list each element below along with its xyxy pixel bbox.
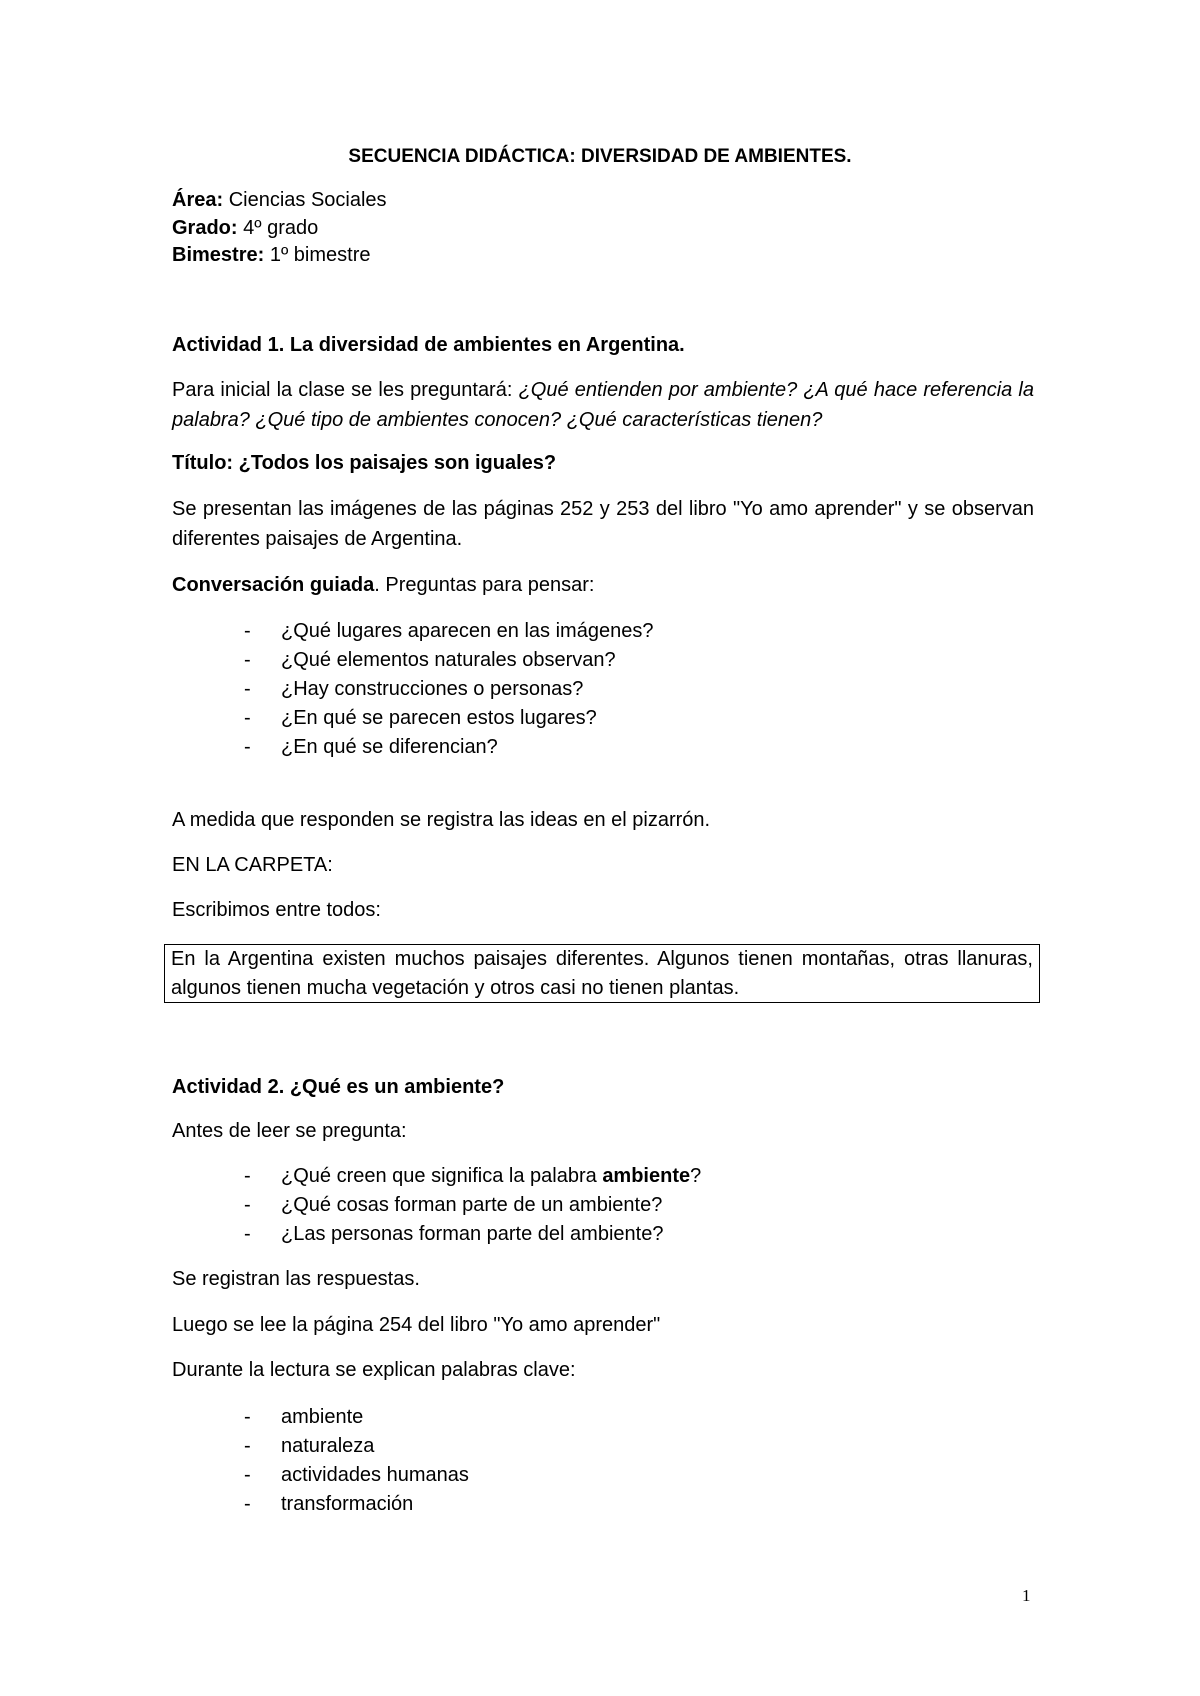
intro-lead: Para inicial la clase se les preguntará: <box>172 379 519 401</box>
list-dash: - <box>244 707 251 729</box>
grado-value: 4º grado <box>237 217 319 239</box>
area-line <box>172 188 387 212</box>
grado-label: Grado: <box>172 217 238 239</box>
carpeta-box-text: En la Argentina existen muchos paisajes diferentes. Algunos tienen montañas, otras llanuras, algunos tienen mucha vegetación y otros casi no tienen plantas. <box>171 948 1033 999</box>
list-dash: - <box>244 678 251 700</box>
carpeta-line: EN LA CARPETA: <box>172 854 333 876</box>
list-item: ¿En qué se diferencian? <box>281 736 498 758</box>
list-item: ¿Qué cosas forman parte de un ambiente? <box>281 1194 663 1216</box>
antes-line: Antes de leer se pregunta: <box>172 1120 407 1142</box>
q1-post: ? <box>690 1165 702 1187</box>
list-dash: - <box>244 1464 251 1486</box>
activity-1-intro <box>172 375 1034 435</box>
list-dash: - <box>244 649 251 671</box>
list-item <box>281 1164 701 1188</box>
list-dash: - <box>244 1165 251 1187</box>
escribimos-line: Escribimos entre todos: <box>172 899 381 921</box>
list-item: ¿Hay construcciones o personas? <box>281 678 584 700</box>
durante-line: Durante la lectura se explican palabras clave: <box>172 1359 576 1381</box>
list-dash: - <box>244 1493 251 1515</box>
bimestre-line <box>172 243 371 267</box>
activity-2-heading: Actividad 2. ¿Qué es un ambiente? <box>172 1076 505 1098</box>
bimestre-label: Bimestre: <box>172 244 265 266</box>
keyword-item: naturaleza <box>281 1435 375 1457</box>
luego-line: Luego se lee la página 254 del libro "Yo amo aprender" <box>172 1314 661 1336</box>
conversacion-line <box>172 573 594 597</box>
list-item: ¿Qué elementos naturales observan? <box>281 649 616 671</box>
conversacion-rest: . Preguntas para pensar: <box>374 574 595 596</box>
medida-line: A medida que responden se registra las ideas en el pizarrón. <box>172 809 711 831</box>
activity-1-presentan: Se presentan las imágenes de las páginas 252 y 253 del libro "Yo amo aprender" y se observan diferentes paisajes de Argentina. <box>172 498 1034 550</box>
activity-1-heading: Actividad 1. La diversidad de ambientes en Argentina. <box>172 334 685 356</box>
list-item: ¿Qué lugares aparecen en las imágenes? <box>281 620 654 642</box>
registran-line: Se registran las respuestas. <box>172 1268 420 1290</box>
bimestre-value: 1º bimestre <box>264 244 371 266</box>
page-number: 1 <box>1022 1586 1031 1605</box>
keyword-item: actividades humanas <box>281 1464 469 1486</box>
conversacion-label: Conversación guiada <box>172 574 375 596</box>
activity-1-titulo: Título: ¿Todos los paisajes son iguales? <box>172 452 557 474</box>
keyword-item: transformación <box>281 1493 414 1515</box>
list-dash: - <box>244 1194 251 1216</box>
intro-questions: ¿Qué entienden por ambiente? ¿A qué hace referencia la palabra? ¿Qué tipo de ambientes conocen? ¿Qué características tienen? <box>172 379 1034 431</box>
area-label: Área: <box>172 189 224 211</box>
keyword-item: ambiente <box>281 1406 364 1428</box>
list-dash: - <box>244 1435 251 1457</box>
grado-line <box>172 216 318 240</box>
document-title: SECUENCIA DIDÁCTICA: DIVERSIDAD DE AMBIENTES. <box>348 146 852 167</box>
list-dash: - <box>244 1223 251 1245</box>
list-item: ¿Las personas forman parte del ambiente? <box>281 1223 664 1245</box>
list-dash: - <box>244 1406 251 1428</box>
list-item: ¿En qué se parecen estos lugares? <box>281 707 597 729</box>
q1-pre: ¿Qué creen que significa la palabra <box>281 1165 603 1187</box>
list-dash: - <box>244 736 251 758</box>
area-value: Ciencias Sociales <box>223 189 387 211</box>
q1-bold: ambiente <box>602 1165 691 1187</box>
carpeta-text-box <box>164 944 1040 1003</box>
list-dash: - <box>244 620 251 642</box>
